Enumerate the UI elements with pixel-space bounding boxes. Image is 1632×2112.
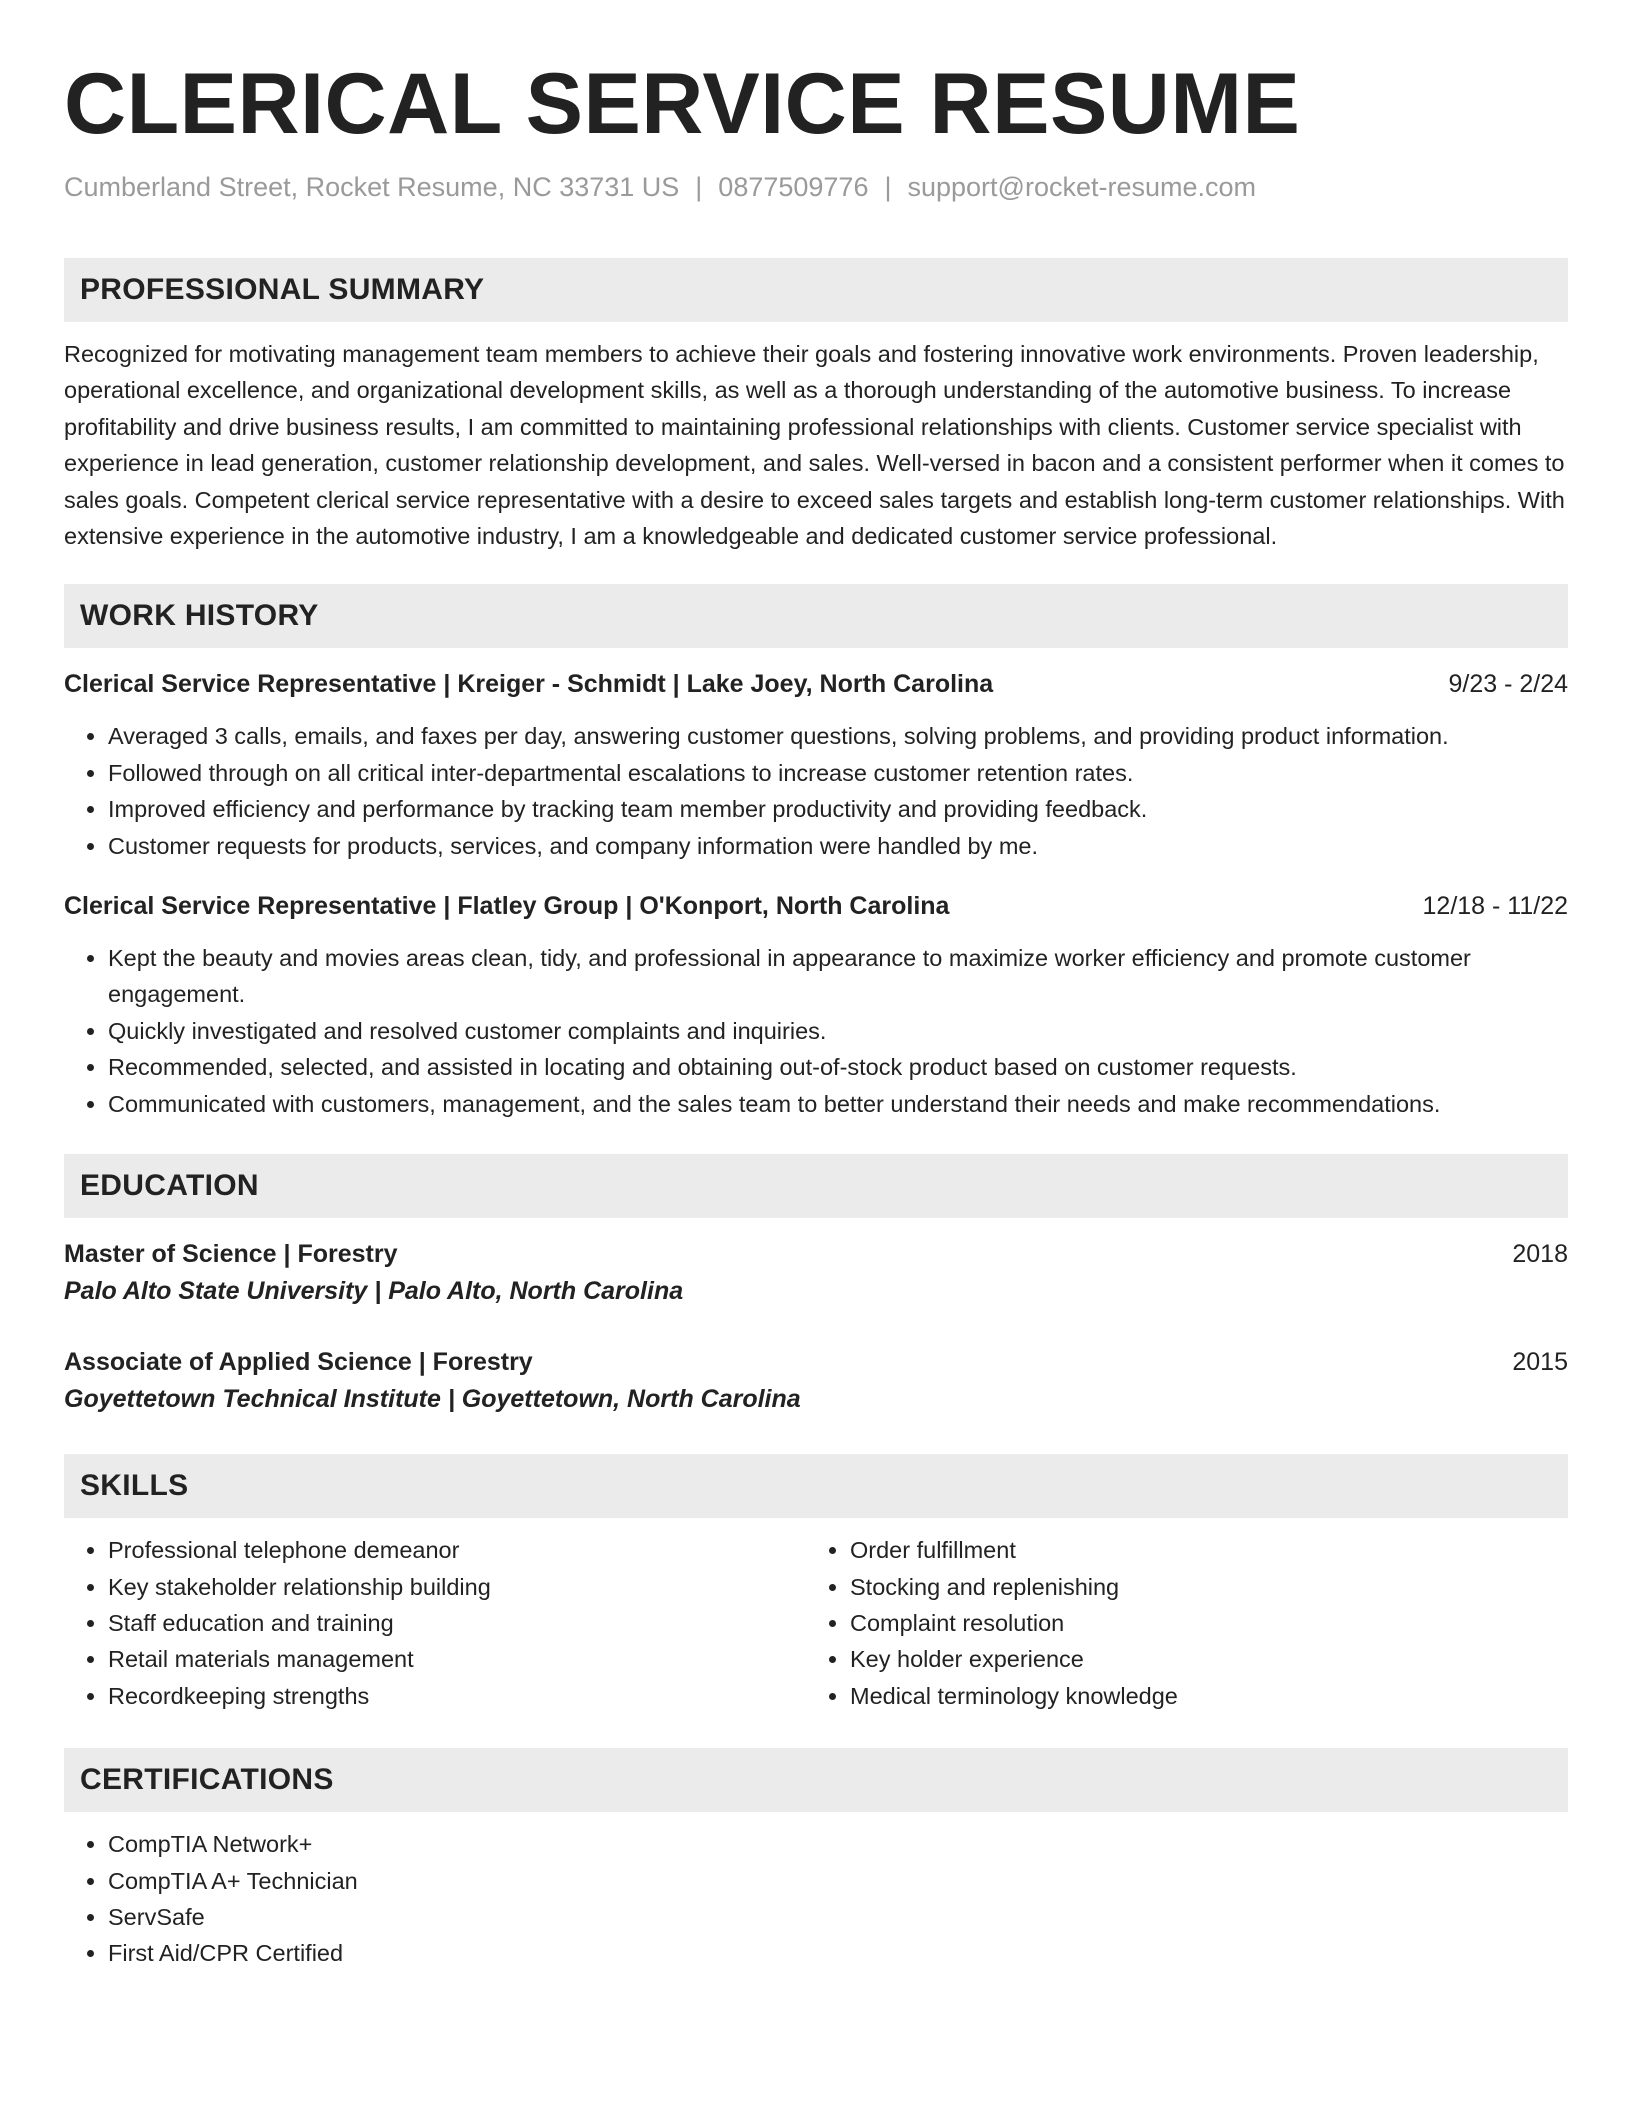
- skills-grid: [64, 1532, 1568, 1714]
- education-year: 2018: [1512, 1240, 1568, 1269]
- professional-summary-section: [64, 258, 1568, 554]
- list-item: • Medical terminology knowledge: [850, 1678, 1548, 1714]
- section-title: WORK HISTORY: [80, 599, 319, 633]
- list-item: • Improved efficiency and performance by tracking team member productivity and providing feedback.: [108, 791, 1568, 827]
- job-entry: [64, 888, 1568, 1122]
- list-item: • Recordkeeping strengths: [108, 1678, 806, 1714]
- resume-title: CLERICAL SERVICE RESUME: [64, 56, 1301, 152]
- contact-email: support@rocket-resume.com: [907, 172, 1257, 202]
- list-item: • First Aid/CPR Certified: [108, 1935, 1568, 1971]
- job-dates: 9/23 - 2/24: [1448, 670, 1568, 699]
- contact-address: Cumberland Street, Rocket Resume, NC 33731 US: [64, 172, 680, 202]
- job-title: Clerical Service Representative | Flatley Group | O'Konport, North Carolina: [64, 892, 950, 921]
- list-item: • CompTIA A+ Technician: [108, 1863, 1568, 1899]
- list-item: • Communicated with customers, management, and the sales team to better understand their needs and make recommendations.: [108, 1086, 1568, 1122]
- section-header: [64, 258, 1568, 322]
- section-title: SKILLS: [80, 1469, 189, 1503]
- education-entry: [64, 1344, 1568, 1418]
- skills-list-left: [64, 1532, 806, 1714]
- education-year: 2015: [1512, 1348, 1568, 1377]
- section-title: PROFESSIONAL SUMMARY: [80, 273, 485, 306]
- list-item: • Staff education and training: [108, 1605, 806, 1641]
- list-item: • Kept the beauty and movies areas clean, tidy, and professional in appearance to maximize worker efficiency and promote customer engagement.: [108, 940, 1568, 1013]
- list-item: • Retail materials management: [108, 1641, 806, 1677]
- list-item: • Key stakeholder relationship building: [108, 1569, 806, 1605]
- section-header: [64, 1454, 1568, 1518]
- list-item: • Professional telephone demeanor: [108, 1532, 806, 1568]
- job-header: [64, 666, 1568, 702]
- job-bullets: [64, 718, 1568, 864]
- job-bullets: [64, 940, 1568, 1122]
- education-header: [64, 1344, 1568, 1380]
- job-entry: [64, 666, 1568, 864]
- education-school: Palo Alto State University | Palo Alto, North Carolina: [64, 1277, 684, 1306]
- list-item: • CompTIA Network+: [108, 1826, 1568, 1862]
- list-item: • Key holder experience: [850, 1641, 1548, 1677]
- summary-text: Recognized for motivating management team members to achieve their goals and fostering innovative work environments. Proven leadership, operational excellence, and organizational development skills, as well as a thorough understanding of the automotive business. To increase profitability and drive business results, I am committed to maintaining professional relationships with clients. Customer service specialist with experience in lead generation, customer relationship development, and sales. Well-versed in bacon and a consistent performer when it comes to sales goals. Competent clerical service representative with a desire to exceed sales targets and establish long-term customer relationships. With extensive experience in the automotive industry, I am a knowledgeable and dedicated customer service professional.: [64, 341, 1565, 550]
- section-title: CERTIFICATIONS: [80, 1763, 334, 1797]
- contact-separator: |: [695, 172, 703, 202]
- section-header: [64, 1154, 1568, 1218]
- list-item: • Followed through on all critical inter-departmental escalations to increase customer retention rates.: [108, 755, 1568, 791]
- contact-separator: |: [884, 172, 892, 202]
- section-title: EDUCATION: [80, 1169, 259, 1203]
- list-item: • Customer requests for products, services, and company information were handled by me.: [108, 828, 1568, 864]
- section-header: [64, 1748, 1568, 1812]
- certifications-section: [64, 1748, 1568, 1972]
- list-item: • Stocking and replenishing: [850, 1569, 1548, 1605]
- education-school: Goyettetown Technical Institute | Goyettetown, North Carolina: [64, 1385, 801, 1414]
- contact-line: [64, 170, 1568, 204]
- education-degree: Associate of Applied Science | Forestry: [64, 1348, 533, 1377]
- list-item: • Averaged 3 calls, emails, and faxes per day, answering customer questions, solving problems, and providing product information.: [108, 718, 1568, 754]
- list-item: • Quickly investigated and resolved customer complaints and inquiries.: [108, 1013, 1568, 1049]
- education-degree: Master of Science | Forestry: [64, 1240, 398, 1269]
- list-item: • Recommended, selected, and assisted in locating and obtaining out-of-stock product based on customer requests.: [108, 1049, 1568, 1085]
- work-history-section: [64, 584, 1568, 1122]
- resume-page: [64, 52, 1568, 1972]
- contact-phone: 0877509776: [718, 172, 869, 202]
- education-header: [64, 1236, 1568, 1272]
- job-title: Clerical Service Representative | Kreiger - Schmidt | Lake Joey, North Carolina: [64, 670, 994, 699]
- certifications-list: [64, 1826, 1568, 1972]
- education-section: [64, 1154, 1568, 1418]
- job-dates: 12/18 - 11/22: [1422, 892, 1568, 921]
- list-item: • Complaint resolution: [850, 1605, 1548, 1641]
- skills-list-right: [806, 1532, 1548, 1714]
- list-item: • Order fulfillment: [850, 1532, 1548, 1568]
- list-item: • ServSafe: [108, 1899, 1568, 1935]
- resume-header: [64, 52, 1568, 204]
- section-header: [64, 584, 1568, 648]
- job-header: [64, 888, 1568, 924]
- skills-section: [64, 1454, 1568, 1714]
- education-entry: [64, 1236, 1568, 1310]
